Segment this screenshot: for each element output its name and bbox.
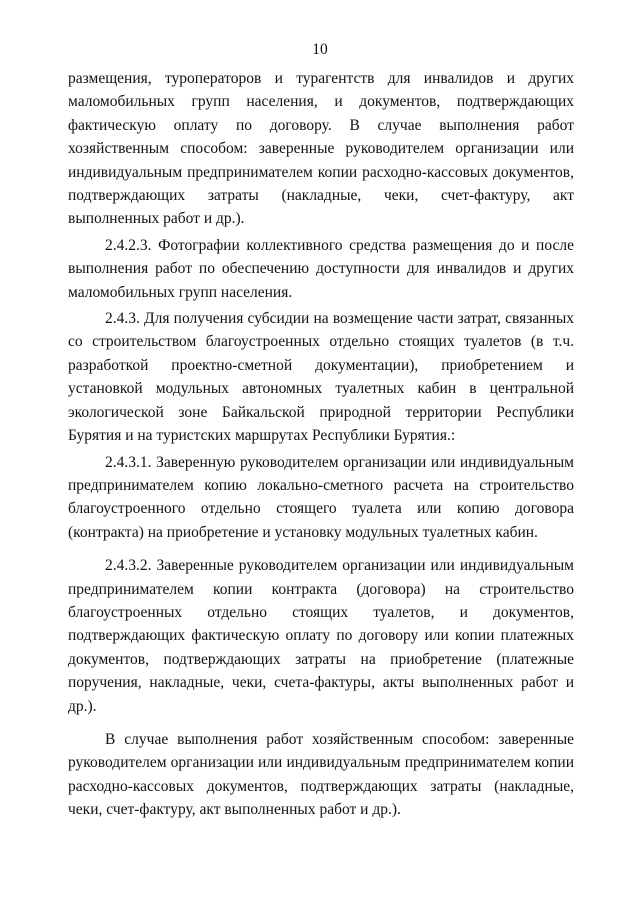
paragraph-2-4-3-1: 2.4.3.1. Заверенную руководителем организации или индивидуальным предпринимателем копию локально-сметного расчета на строительство благоустроенного отдельно стоящего туалета или копию договора (контракта) на приобретение и установку модульных туалетных кабин. bbox=[68, 453, 574, 541]
page-number: 10 bbox=[312, 41, 328, 58]
paragraph-economic-method-documents: В случае выполнения работ хозяйственным способом: заверенные руководителем организации или индивидуальным предпринимателем копии расходно-кассовых документов, подтверждающих затраты (накладные, чеки, счет-фактуру, акт выполненных работ и др.). bbox=[68, 730, 574, 819]
paragraph-2-4-3: 2.4.3. Для получения субсидии на возмещение части затрат, связанных со строительством благоустроенных отдельно стоящих туалетов (в т.ч. разработкой проектно-сметной документации), приобретением и установкой модульных автономных туалетных кабин в центральной экологической зоне Байкальской природной территории Республики Бурятия и на туристских маршрутах Республики Бурятия.: bbox=[68, 310, 574, 445]
paragraph-continuation-hotel-accessibility-documents: размещения, туроператоров и турагентств для инвалидов и других маломобильных групп населения, и документов, подтверждающих фактическую оплату по договору. В случае выполнения работ хозяйственным способом: заверенные руководителем организации или индивидуальным предпринимателем копии расходно-кассовых документов, подтверждающих затраты (накладные, чеки, счет-фактуру, акт выполненных работ и др.). bbox=[68, 70, 574, 228]
document-body bbox=[68, 67, 574, 822]
paragraph-2-4-3-2: 2.4.3.2. Заверенные руководителем организации или индивидуальным предпринимателем копии контракта (договора) на строительство благоустроенных отдельно стоящих туалетов, и документов, подтверждающих фактическую оплату по договору или копии платежных документов, подтверждающих затраты на приобретение (платежные поручения, накладные, чеки, счета-фактуры, акты выполненных работ и др.). bbox=[68, 557, 574, 715]
paragraph-2-4-2-3: 2.4.2.3. Фотографии коллективного средства размещения до и после выполнения работ по обеспечению доступности для инвалидов и других маломобильных групп населения. bbox=[68, 236, 574, 301]
